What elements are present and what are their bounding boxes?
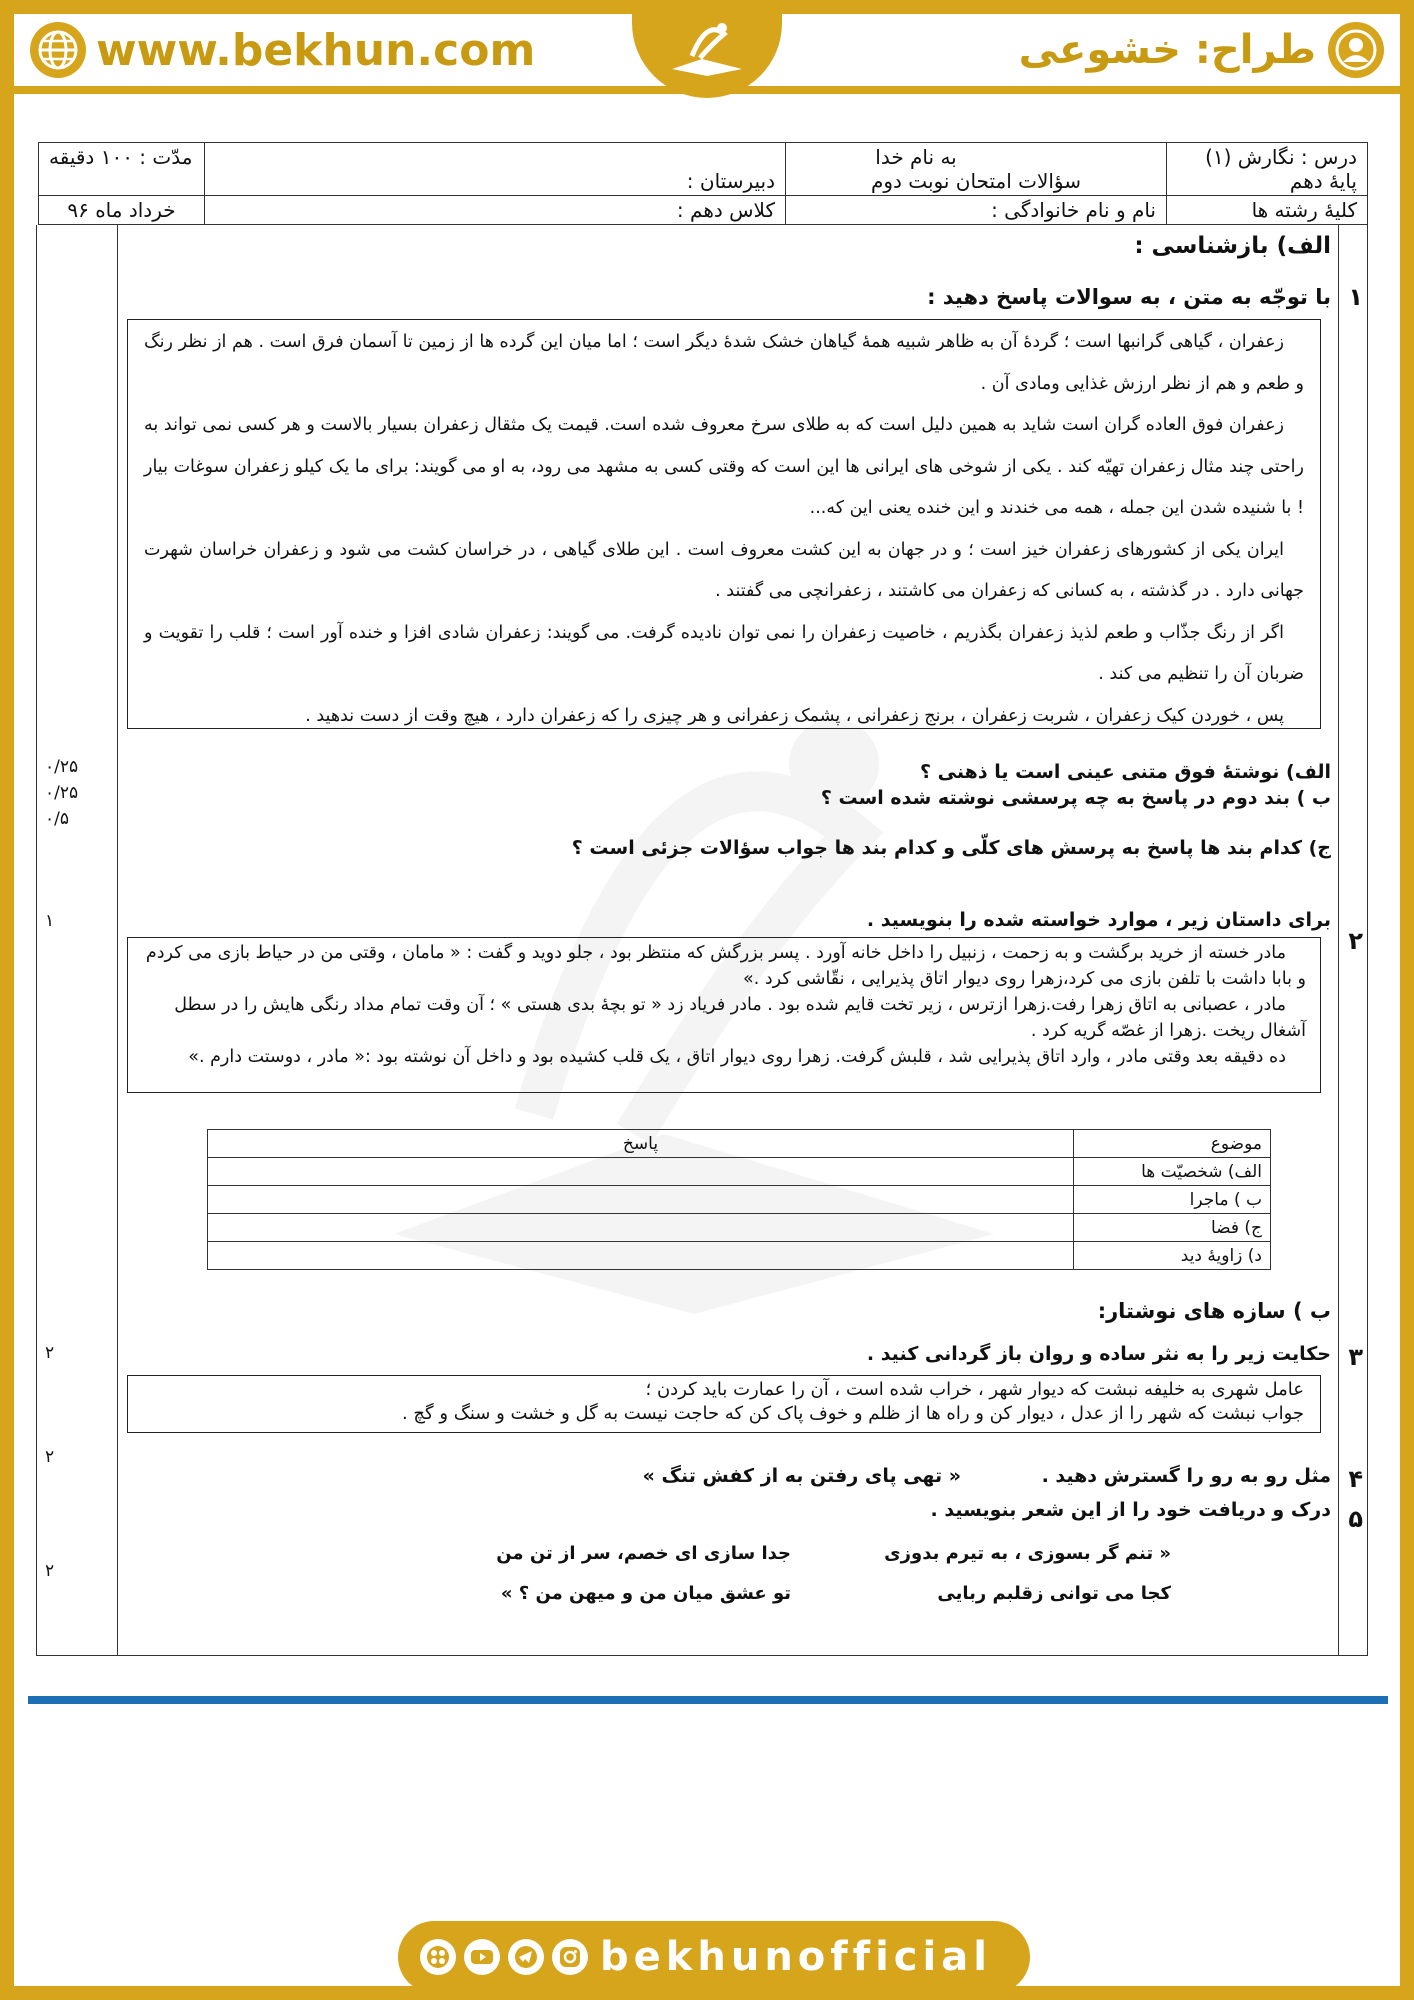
story-paragraph-3: ده دقیقه بعد وقتی مادر ، وارد اتاق پذیرایی شد ، قلبش گرفت. زهرا روی دیوار اتاق ، یک قلب کشیده بود و داخل آن نوشته بود :« مادر ، دوستت دارم .» xyxy=(188,1047,1286,1067)
answer-cell[interactable] xyxy=(208,1242,1074,1270)
exam-info-table xyxy=(38,142,1368,225)
site-link[interactable] xyxy=(30,22,535,78)
divider-line xyxy=(28,1696,1388,1704)
passage-paragraph-1: زعفران ، گیاهی گرانبها است ؛ گردۀ آن به ظاهر شبیه همۀ گیاهان خشک شدۀ دیگر است ؛ اما میان این گرده ها از زمین تا آسمان فرق است . هم از نظر رنگ و طعم و هم از نظر ارزش غذایی ومادی آن . xyxy=(144,332,1304,394)
table-row xyxy=(208,1186,1271,1214)
passage-paragraph-3: ایران یکی از کشورهای زعفران خیز است ؛ و در جهان به این کشت معروف است . این طلای گیاهی ، در خراسان کشت می شود و زعفران خراسان شهرت جهانی دارد . در گذشته ، به کسانی که زعفران می کاشتند ، زعفرانچی می گفتند . xyxy=(144,539,1304,601)
passage-paragraph-5: پس ، خوردن کیک زعفران ، شربت زعفران ، برنج زعفرانی ، پشمک زعفرانی و هر چیزی را که زعفران دارد ، هیچ وقت از دست ندهید . xyxy=(305,705,1284,726)
poem-line-3: کجا می توانی زقلبم ربایی xyxy=(937,1583,1171,1604)
table-row-label: د) زاویۀ دید xyxy=(1074,1242,1271,1270)
exam-date: خرداد ماه ۹۶ xyxy=(39,196,205,225)
passage-paragraph-2: زعفران فوق العاده گران است شاید به همین دلیل است که به طلای سرخ معروف شده است. قیمت یک مثقال زعفران بسیار بالاست و هر کسی نمی تواند به راحتی چند مثال زعفران تهیّه کند . یکی از شوخی های ایرانی ها این است که وقتی کسی به مشهد می رود، به او می گویند: برای ما یک کیلو زعفران سوغات بیار ! با شنیده شدن این جمله ، همه می خندند و این خنده یعنی این که... xyxy=(144,415,1304,518)
score-q1b: ۰/۲۵ xyxy=(45,783,79,803)
passage-paragraph-4: اگر از رنگ جذّاب و طعم لذیذ زعفران بگذریم ، خاصیت زعفران را نمی توان نادیده گرفت. می گویند: زعفران شادی افزا و خنده آور است ؛ قلب را تقویت و ضربان آن را تنظیم می کند . xyxy=(144,622,1304,684)
table-row-label: الف) شخصیّت ها xyxy=(1074,1158,1271,1186)
site-header xyxy=(14,14,1400,94)
q3-anecdote xyxy=(127,1375,1321,1433)
score-q5: ۲ xyxy=(45,1561,55,1581)
grade: پایۀ دهم xyxy=(1289,169,1357,193)
subject: درس : نگارش (۱) xyxy=(1205,145,1357,169)
answer-cell[interactable] xyxy=(208,1186,1074,1214)
school-cell xyxy=(205,143,786,196)
student-name-label: نام و نام خانوادگی : xyxy=(786,196,1167,225)
score-q1c: ۰/۵ xyxy=(45,809,69,829)
table-header: پاسخ xyxy=(208,1130,1074,1158)
user-icon xyxy=(1328,22,1384,78)
score-q2: ۱ xyxy=(45,911,55,931)
q1-number: ۱ xyxy=(1348,283,1363,311)
section-a-title: الف) بازشناسی : xyxy=(1134,233,1331,259)
exam-paper xyxy=(38,142,1376,1656)
q4-number: ۴ xyxy=(1348,1465,1363,1493)
q1-sub-a: الف) نوشتۀ فوق متنی عینی است یا ذهنی ؟ xyxy=(920,761,1331,783)
table-row xyxy=(208,1158,1271,1186)
poem-line-4: تو عشق میان من و میهن من ؟ » xyxy=(500,1583,791,1604)
fields: کلیۀ رشته ها xyxy=(1167,196,1368,225)
q5-instruction: درک و دریافت خود را از این شعر بنویسید . xyxy=(930,1499,1331,1521)
table-header: موضوع xyxy=(1074,1130,1271,1158)
designer-badge xyxy=(1019,22,1384,78)
youtube-icon[interactable] xyxy=(464,1939,500,1975)
q2-number: ۲ xyxy=(1348,927,1363,955)
q3-instruction: حکایت زیر را به نثر ساده و روان باز گردانی کنید . xyxy=(866,1343,1331,1365)
social-footer xyxy=(398,1921,1030,1993)
duration-cell xyxy=(39,143,205,196)
q4-instruction: مثل رو به رو را گسترش دهید . xyxy=(1041,1465,1331,1487)
exam-title: سؤالات امتحان نوبت دوم xyxy=(871,169,1081,193)
bekhun-logo xyxy=(632,0,782,98)
duration: مدّت : ۱۰۰ دقیقه xyxy=(49,145,193,169)
instagram-icon[interactable] xyxy=(552,1939,588,1975)
class-label: کلاس دهم : xyxy=(205,196,786,225)
bismillah: به نام خدا xyxy=(875,145,957,169)
telegram-icon[interactable] xyxy=(508,1939,544,1975)
site-url: www.bekhun.com xyxy=(96,24,536,76)
q4-proverb: « تهی پای رفتن به از کفش تنگ » xyxy=(642,1465,961,1487)
story-elements-table xyxy=(207,1129,1271,1270)
table-row xyxy=(208,1214,1271,1242)
table-row-label: ب ) ماجرا xyxy=(1074,1186,1271,1214)
table-row xyxy=(208,1242,1271,1270)
q5-number: ۵ xyxy=(1348,1505,1363,1533)
story-paragraph-2: مادر ، عصبانی به اتاق زهرا رفت.زهرا ازترس ، زیر تخت قایم شده بود . مادر فریاد زد « تو بچۀ بدی هستی » ؛ آن وقت تمام مداد رنگی هایش را در سطل آشغال ریخت .زهرا از غصّه گریه کرد . xyxy=(174,995,1306,1041)
q1-instruction: با توجّه به متن ، به سوالات پاسخ دهید : xyxy=(927,285,1331,309)
aparat-icon[interactable] xyxy=(420,1939,456,1975)
table-header-row xyxy=(208,1130,1271,1158)
score-q1a: ۰/۲۵ xyxy=(45,757,79,777)
school: دبیرستان : xyxy=(686,169,775,193)
table-row-label: ج) فضا xyxy=(1074,1214,1271,1242)
q1-sub-b: ب ) بند دوم در پاسخ به چه پرسشی نوشته شده است ؟ xyxy=(820,787,1331,809)
designer-name: طراح: خشوعی xyxy=(1018,27,1316,73)
q2-instruction: برای داستان زیر ، موارد خواسته شده را بنویسید . xyxy=(866,909,1331,931)
page-frame xyxy=(14,14,1400,1986)
questions-area xyxy=(36,225,1368,1656)
title-cell xyxy=(786,143,1167,196)
subject-cell xyxy=(1167,143,1368,196)
q1-passage xyxy=(127,319,1321,729)
answer-cell[interactable] xyxy=(208,1214,1074,1242)
answer-cell[interactable] xyxy=(208,1158,1074,1186)
score-q3: ۲ xyxy=(45,1343,55,1363)
anecdote-line-1: عامل شهری به خلیفه نبشت که دیوار شهر ، خراب شده است ، آن را عمارت باید کردن ؛ xyxy=(645,1379,1304,1400)
q1-sub-c: ج) کدام بند ها پاسخ به پرسش های کلّی و کدام بند ها جواب سؤالات جزئی است ؟ xyxy=(571,837,1331,859)
story-paragraph-1: مادر خسته از خرید برگشت و به زحمت ، زنبیل را داخل خانه آورد . پسر بزرگش که منتظر بود ، جلو دوید و گفت : « مامان ، وقتی من در حیاط بازی می کردم و بابا داشت با تلفن بازی می کرد،زهرا روی دیوار اتاق پذیرایی ، نقّاشی کرد .» xyxy=(145,943,1306,989)
globe-icon xyxy=(30,22,86,78)
score-q4: ۲ xyxy=(45,1447,55,1467)
anecdote-line-2: جواب نبشت که شهر را از عدل ، دیوار کن و راه ها از ظلم و خوف پاک کن که حاجت نیست به گل و خشت و سنگ و گچ . xyxy=(401,1403,1304,1424)
q3-number: ۳ xyxy=(1348,1343,1363,1371)
footer-handle[interactable]: bekhunofficial xyxy=(600,1934,992,1980)
score-column xyxy=(37,225,118,1655)
poem-line-2: جدا سازی ای خصم، سر از تن من xyxy=(496,1543,791,1564)
q2-story xyxy=(127,937,1321,1093)
poem-line-1: « تنم گر بسوزی ، به تیرم بدوزی xyxy=(884,1543,1171,1564)
section-b-title: ب ) سازه های نوشتار: xyxy=(1097,1299,1331,1323)
